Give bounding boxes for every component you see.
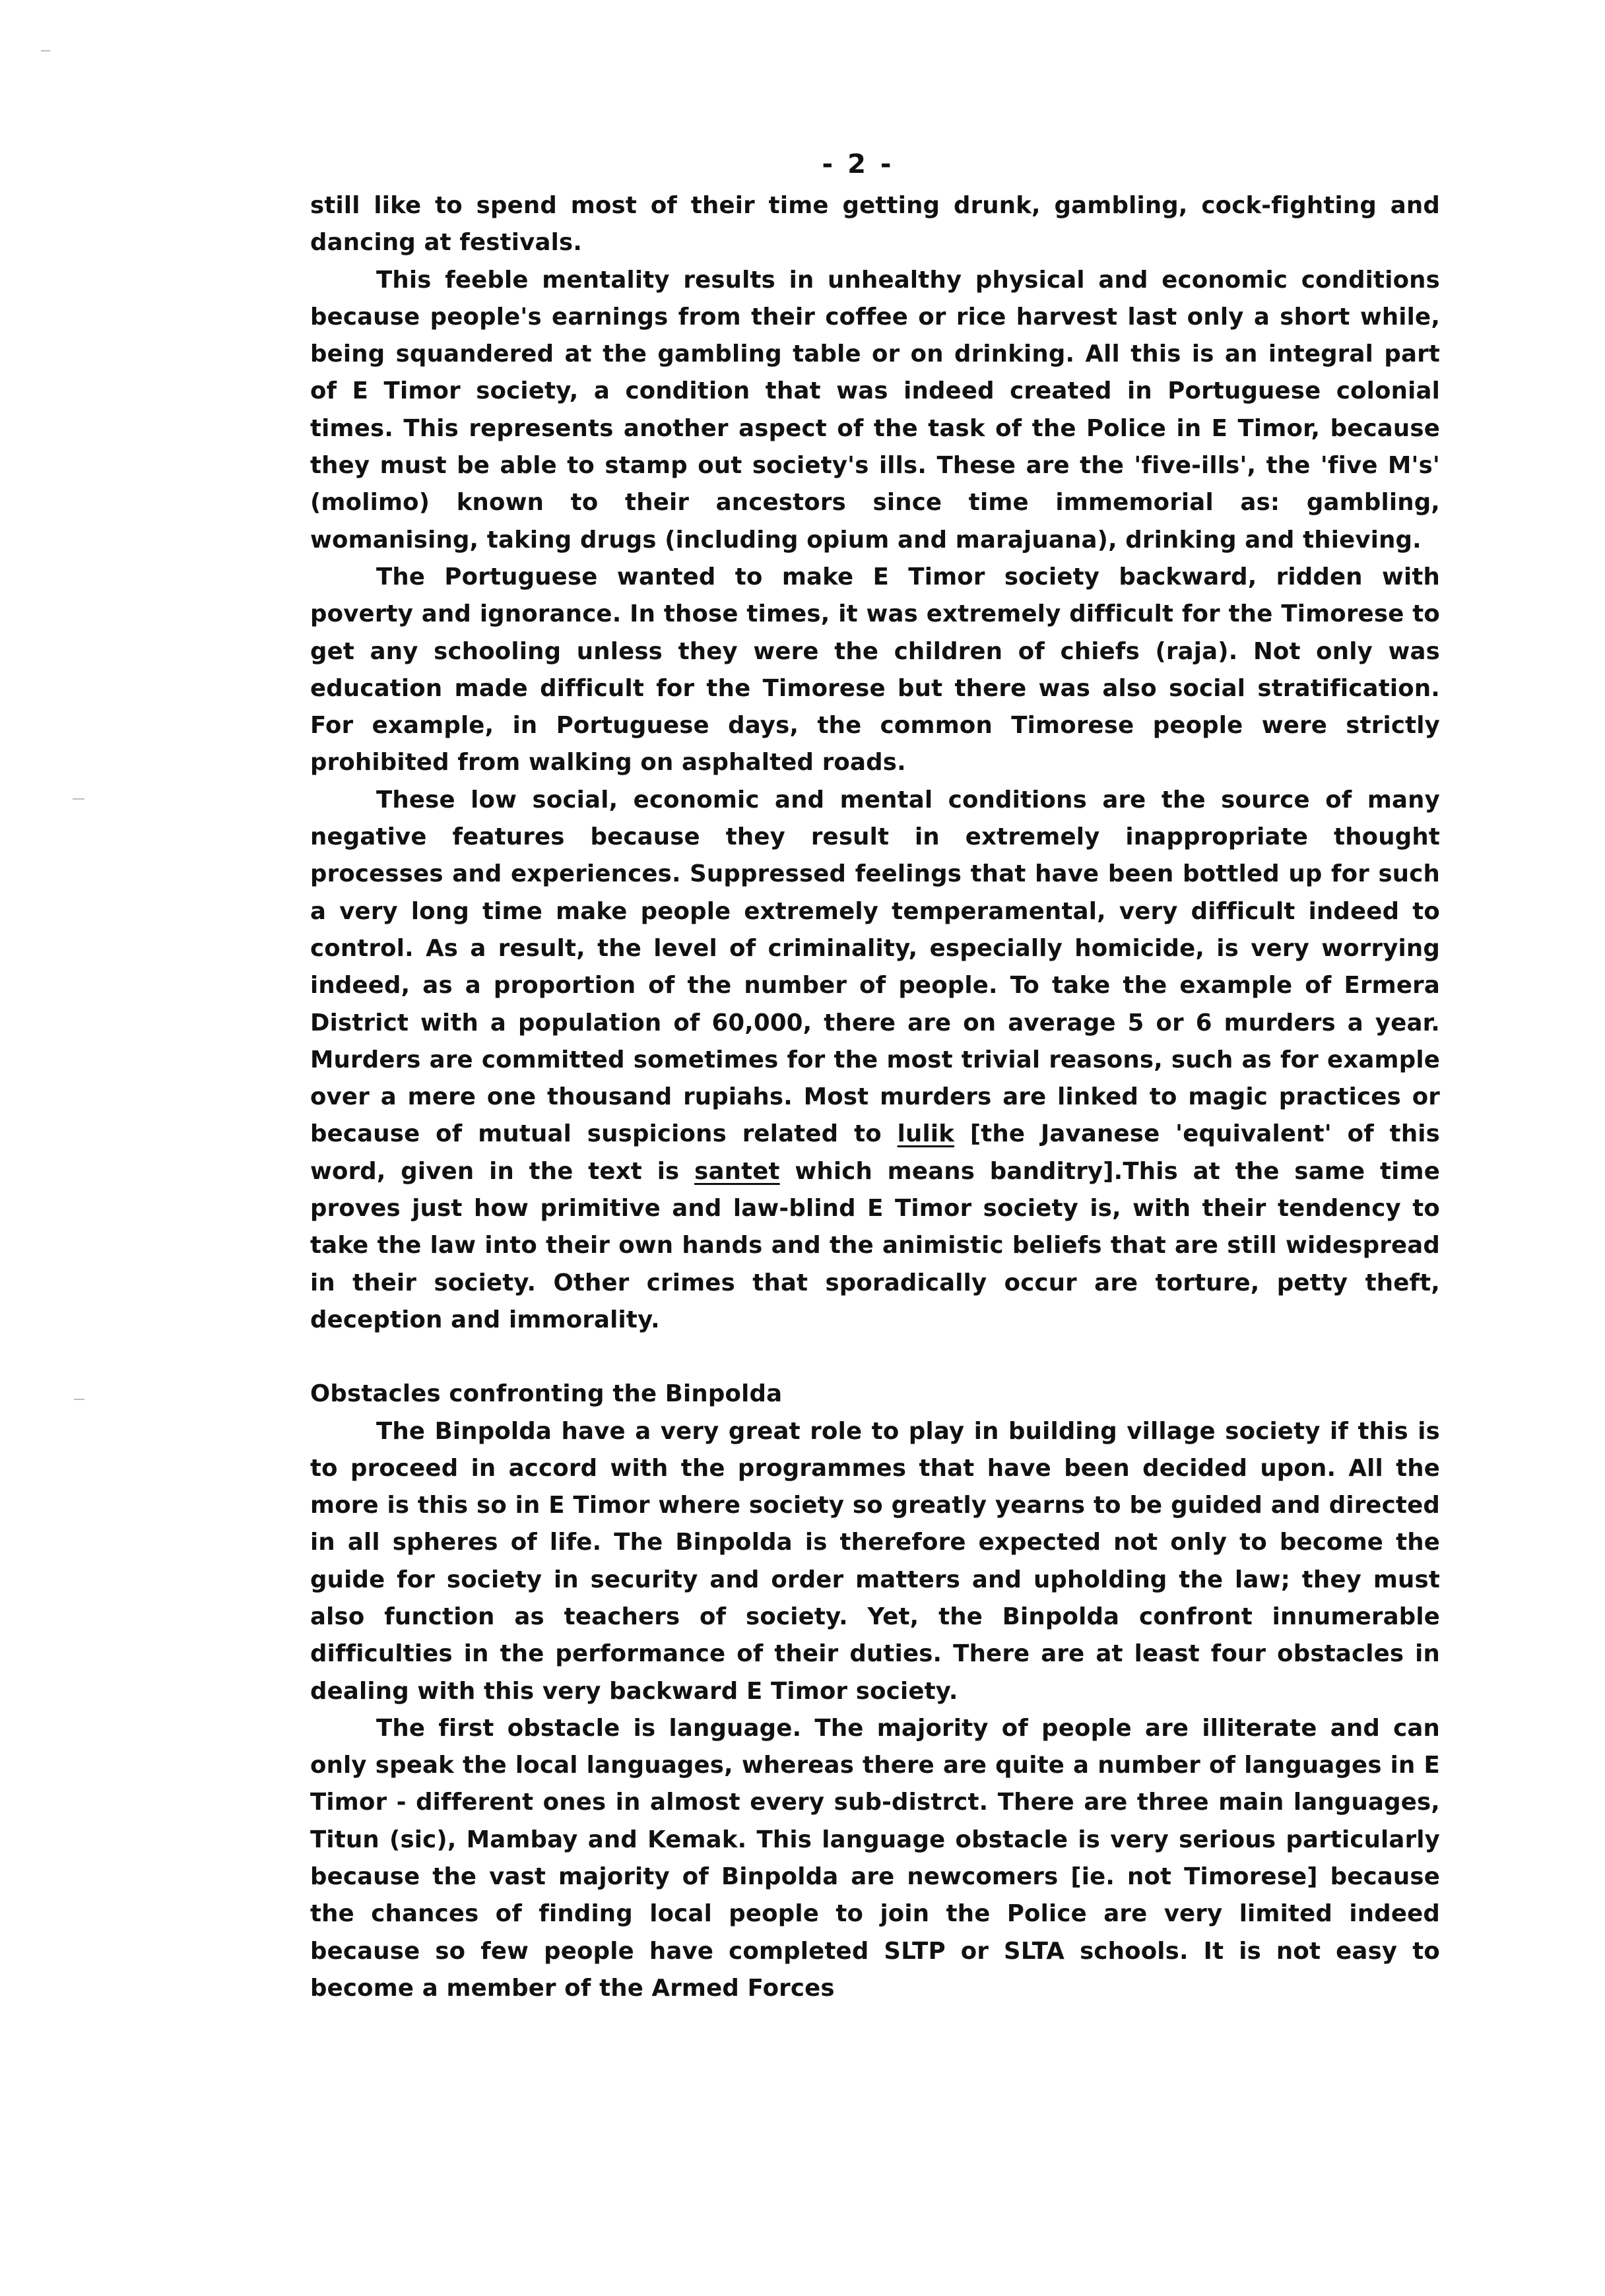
- scan-mark: [73, 798, 84, 800]
- paragraph-continuation: still like to spend most of their time getting drunk, gambling, cock-fighting and dancing at festivals.: [310, 192, 1440, 257]
- paragraph-criminality: [310, 782, 1440, 1339]
- paragraph-five-ills: This feeble mentality results in unhealthy physical and economic conditions because people's earnings from their coffee or rice harvest last only a short while, being squandered at the gambling table or on drinking. All this is an integral part of E Timor society, a condition that was indeed created in Portuguese colonial times. This represents another aspect of the task of the Police in E Timor, because they must be able to stamp out society's ills. These are the 'five-ills', the 'five M's' (molimo) known to their ancestors since time immemorial as: gambling, womanising, taking drugs (including opium and marajuana), drinking and thieving.: [310, 266, 1440, 554]
- document-body: [310, 187, 1440, 2007]
- section-heading: Obstacles confronting the Binpolda: [310, 1380, 783, 1408]
- page-number: - 2 -: [822, 149, 894, 179]
- paragraph-language-obstacle: The first obstacle is language. The majority of people are illiterate and can only speak the local languages, whereas there are quite a number of languages in E Timor - different ones in almost every sub-distrct. There are three main languages, Titun (sic), Mambay and Kemak. This language obstacle is very serious particularly because the vast majority of Binpolda are newcomers [ie. not Timorese] because the chances of finding local people to join the Police are very limited indeed because so few people have completed SLTP or SLTA schools. It is not easy to become a member of the Armed Forces: [310, 1714, 1440, 2002]
- underlined-term-lulik: lulik: [897, 1120, 955, 1148]
- paragraph-portuguese: The Portuguese wanted to make E Timor society backward, ridden with poverty and ignorance. In those times, it was extremely difficult for the Timorese to get any schooling unless they were the children of chiefs (raja). Not only was education made difficult for the Timorese but there was also social stratification. For example, in Portuguese days, the common Timorese people were strictly prohibited from walking on asphalted roads.: [310, 563, 1440, 777]
- paragraph-binpolda-role: The Binpolda have a very great role to play in building village society if this is to proceed in accord with the programmes that have been decided upon. All the more is this so in E Timor where society so greatly yearns to be guided and directed in all spheres of life. The Binpolda is therefore expected not only to become the guide for society in security and order matters and upholding the law; they must also function as teachers of society. Yet, the Binpolda confront innumerable difficulties in the performance of their duties. There are at least four obstacles in dealing with this very backward E Timor society.: [310, 1417, 1440, 1705]
- paragraph-text: [the Javanese 'equivalent' of this word, given in the text is: [310, 1120, 1440, 1185]
- scan-mark: [41, 50, 50, 51]
- underlined-term-santet: santet: [694, 1157, 780, 1185]
- paragraph-text: which means banditry].This at the same time proves just how primitive and law-blind E Timor society is, with their tendency to take the law into their own hands and the animistic beliefs that are still widespread in their society. Other crimes that sporadically occur are torture, petty theft, deception and immorality.: [310, 1157, 1440, 1333]
- scan-mark: [74, 1399, 84, 1400]
- paragraph-text: These low social, economic and mental conditions are the source of many negative features because they result in extremely inappropriate thought processes and experiences. Suppressed feelings that have been bottled up for such a very long time make people extremely temperamental, very difficult indeed to control. As a result, the level of criminality, especially homicide, is very worrying indeed, as a proportion of the number of people. To take the example of Ermera District with a population of 60,000, there are on average 5 or 6 murders a year. Murders are committed sometimes for the most trivial reasons, such as for example over a mere one thousand rupiahs. Most murders are linked to magic practices or because of mutual suspicions related to: [310, 786, 1440, 1148]
